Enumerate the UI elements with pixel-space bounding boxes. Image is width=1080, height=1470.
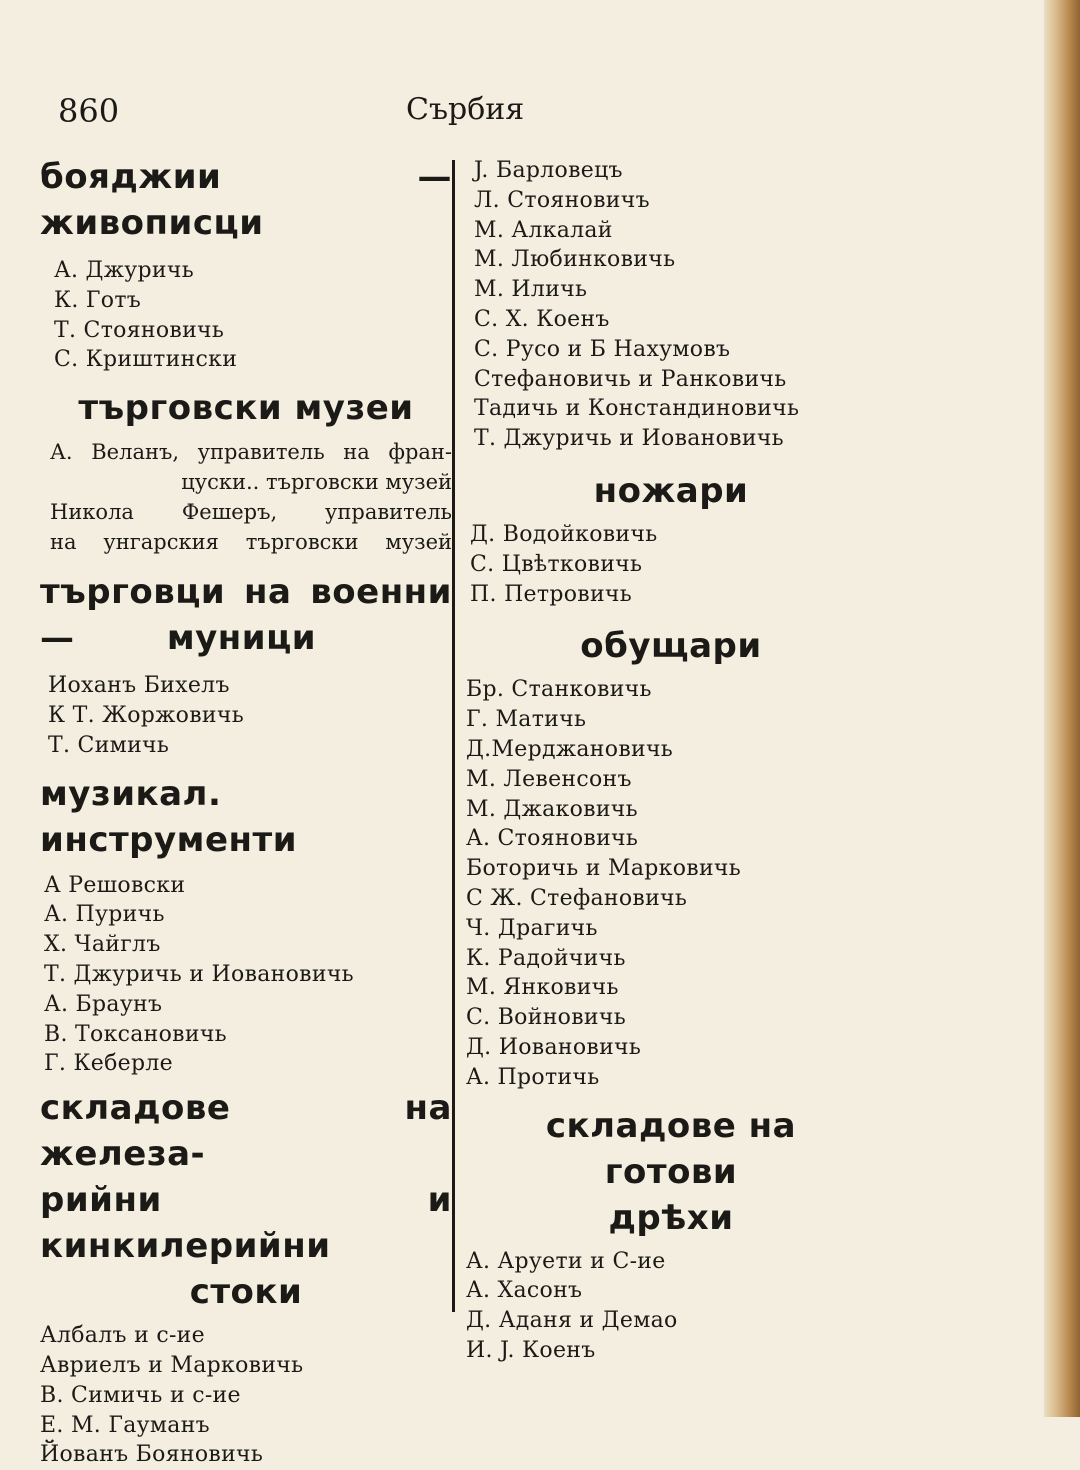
list-item: А. Браунъ [44,991,163,1017]
list-item: А. Стояновичь [466,826,639,852]
paragraph-line: А. Веланъ, управитель на фран- [50,440,452,465]
entry-list [40,871,452,1080]
section-heading: дрѣхи [608,1197,734,1238]
list-item: Иоханъ Бихелъ [48,673,230,699]
list-item: С. Русо и Б Нахумовъ [474,336,731,362]
list-item: А. Пуричь [44,902,165,928]
list-item: В. Токсановичь [44,1021,227,1047]
list-item: С. Цвѣтковичь [470,551,643,577]
list-item: А. Аруети и С-ие [466,1248,666,1274]
list-item: Ч. Драгичь [466,915,598,941]
section-heading: обущари [580,626,762,667]
section-hardware-stores [40,1085,452,1470]
entry-list [466,156,856,454]
list-item: В. Симичь и с-ие [40,1382,241,1408]
section-painters [40,154,452,375]
entry-list [466,520,856,609]
section-continued-list [466,156,856,454]
page-header [0,92,1040,136]
section-heading: складове на готови [545,1105,797,1192]
section-military-traders [40,569,452,760]
list-item: Боторичь и Марковичь [466,856,742,882]
left-column [40,152,452,1470]
list-item: Т. Джуричь и Иовановичь [44,961,354,987]
page-edge [1044,0,1080,1417]
column-divider [452,160,455,1312]
list-item: С. Криштински [54,347,238,373]
list-item: С Ж. Стефановичь [466,885,688,911]
list-item: Д. Иовановичь [466,1034,642,1060]
list-item: К Т. Жоржовичь [48,702,244,728]
list-item: Д. Водойковичь [470,521,658,547]
list-item: Йованъ Бояновичь [40,1442,264,1468]
list-item: М. Левенсонъ [466,766,632,792]
list-item: Т. Джуричь и Иовановичь [474,426,784,452]
list-item: А. Протичь [466,1064,600,1090]
paragraph-line: Никола Фешеръ, управитель [50,500,452,525]
running-title: Сърбия [406,92,525,127]
list-item: Л. Стояновичъ [474,187,650,213]
list-item: С. Войновичь [466,1005,626,1031]
list-item: Т. Стояновичь [54,317,225,343]
section-knife-makers [466,468,856,609]
entry-list [466,675,856,1092]
section-heading: ножари [593,470,749,511]
entry-list [40,1321,452,1470]
section-heading: търговски музеи [78,388,414,429]
list-item: А. Джуричь [54,258,194,283]
section-heading: — муници [40,618,317,659]
list-item: М. Янковичь [466,975,619,1001]
section-heading: рийни и кинкилерийни [40,1180,452,1267]
section-instruments [40,771,452,1080]
paragraph-line: цуски.. търговски музей [181,470,452,495]
section-heading: стоки [189,1272,303,1313]
list-item: Д.Мерджановичь [466,736,674,762]
list-item: М. Джаковичь [466,796,638,822]
entry-list [466,1247,856,1366]
list-item: Албалъ и с-ие [40,1323,205,1349]
entry-list [40,256,452,375]
list-item: Бр. Станковичь [466,677,652,703]
list-item: Г. Кеберле [44,1051,173,1077]
list-item: J. Барловецъ [474,158,623,183]
list-item: Тадичь и Констандиновичь [474,396,800,422]
entry-list [40,671,452,760]
list-item: Стефановичь и Ранковичь [474,366,787,392]
list-item: М. Иличь [474,277,588,303]
section-heading: музикал. инструменти [40,773,298,860]
list-item: М. Любинковичь [474,247,676,273]
list-item: А Решовски [44,872,186,898]
section-clothing-stores [466,1103,856,1366]
section-heading: бояджии — живописци [40,157,452,243]
section-trade-museums [40,385,452,557]
list-item: С. Х. Коенъ [474,306,610,332]
right-column [466,152,856,1366]
museum-paragraph [40,437,452,557]
list-item: Авриелъ и Марковичь [40,1352,304,1378]
page-number: 860 [58,92,120,130]
list-item: К. Готъ [54,287,142,313]
list-item: Т. Симичь [48,732,170,758]
section-heading: търговци на военни [40,572,452,613]
section-shoemakers [466,623,856,1092]
list-item: К. Радойчичь [466,945,626,971]
list-item: М. Алкалай [474,217,613,243]
paragraph-line: на унгарския търговски музей [50,530,452,555]
list-item: А. Хасонъ [466,1278,583,1304]
list-item: Х. Чайглъ [44,932,161,958]
list-item: И. J. Коенъ [466,1337,596,1363]
list-item: Г. Матичь [466,707,587,733]
list-item: Е. М. Гауманъ [40,1412,210,1438]
list-item: П. Петровичь [470,581,633,607]
list-item: Д. Аданя и Демао [466,1308,678,1334]
section-heading: складове на железа- [40,1088,452,1175]
